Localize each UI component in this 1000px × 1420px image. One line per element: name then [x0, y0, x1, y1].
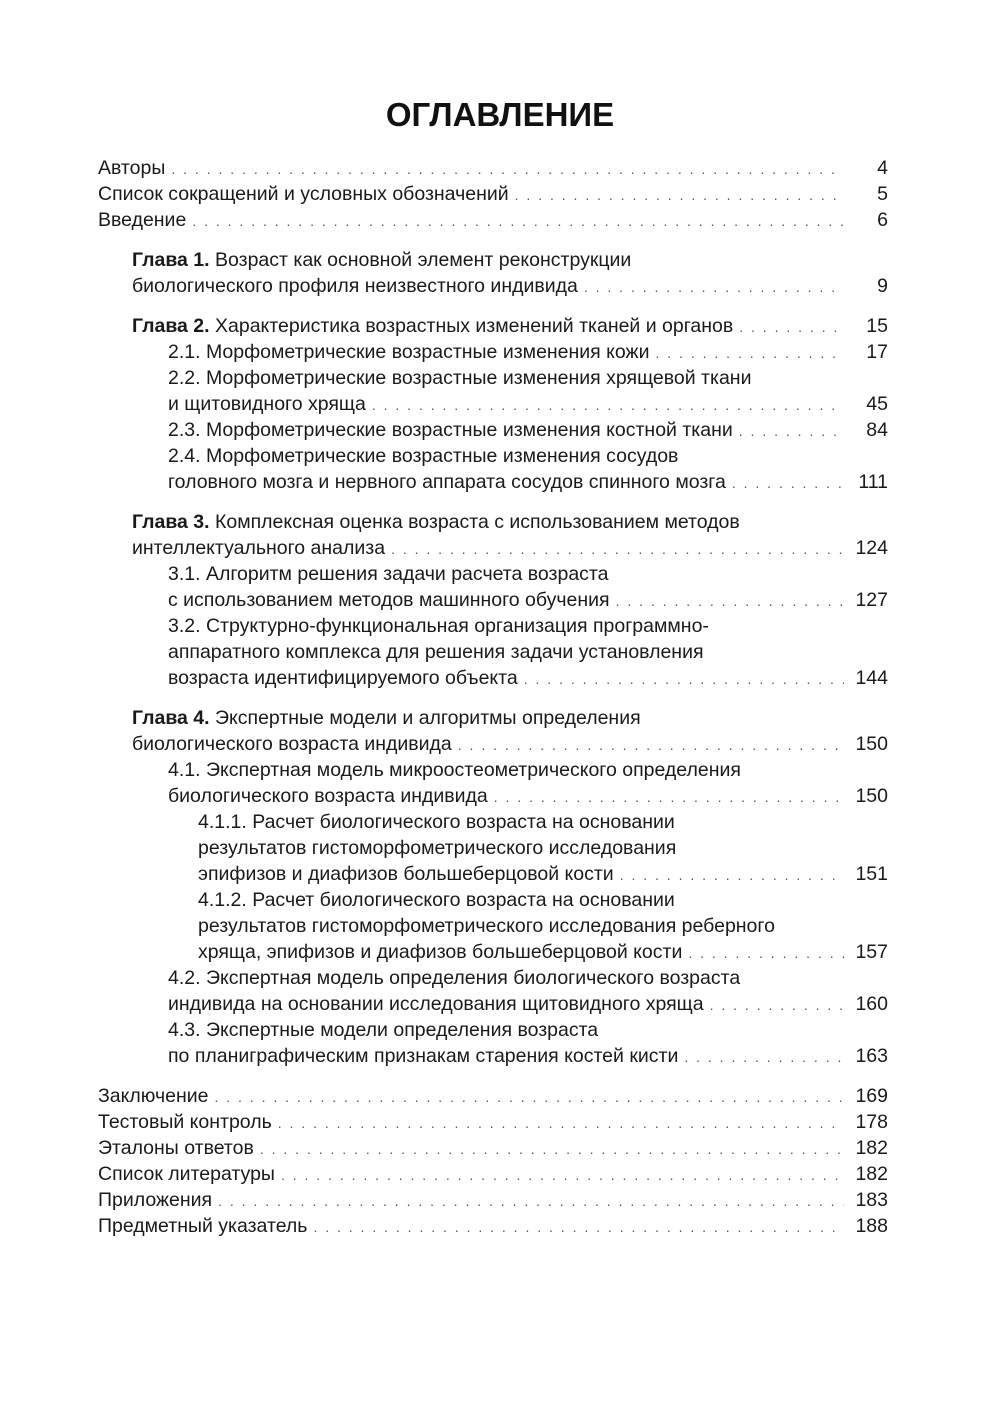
toc-chapter-3[interactable]: [98, 509, 888, 561]
toc-entry-abbreviations[interactable]: [98, 181, 888, 207]
toc-section-4-1[interactable]: [98, 757, 888, 809]
toc-entry-conclusion[interactable]: [98, 1083, 888, 1109]
toc-chapter-1[interactable]: [98, 247, 888, 299]
dot-leader: [616, 588, 844, 614]
toc-page-number: 169: [855, 1085, 888, 1107]
dot-leader: [458, 732, 844, 758]
section-title-cont: результатов гистоморфометрического исследования реберного: [198, 915, 775, 937]
chapter-title: Характеристика возрастных изменений тканей и органов: [215, 315, 734, 337]
toc-page-number: 6: [877, 209, 888, 231]
toc-page-number: 160: [855, 993, 888, 1015]
toc-chapter-4[interactable]: [98, 705, 888, 757]
toc-page-number: 127: [855, 589, 888, 611]
section-title-cont: с использованием методов машинного обучения: [168, 589, 610, 611]
toc-section-3-2[interactable]: [98, 613, 888, 691]
toc-section-2-1[interactable]: [98, 339, 888, 365]
chapter-title: Комплексная оценка возраста с использованием методов: [215, 511, 740, 533]
toc-page-number: 5: [877, 183, 888, 205]
toc-entry-text: Предметный указатель: [98, 1215, 308, 1237]
toc-page-number: 17: [866, 341, 888, 363]
toc-section-4-2[interactable]: [98, 965, 888, 1017]
section-title: 2.4. Морфометрические возрастные изменения сосудов: [168, 445, 679, 467]
toc-page-number: 163: [855, 1045, 888, 1067]
toc-page-number: 4: [877, 157, 888, 179]
dot-leader: [732, 470, 844, 496]
section-title-cont: хряща, эпифизов и диафизов большеберцовой кости: [198, 941, 683, 963]
dot-leader: [281, 1162, 844, 1188]
dot-leader: [688, 940, 844, 966]
dot-leader: [391, 536, 844, 562]
dot-leader: [739, 314, 844, 340]
dot-leader: [739, 418, 844, 444]
toc-entry-references[interactable]: [98, 1161, 888, 1187]
toc-entry-answer-keys[interactable]: [98, 1135, 888, 1161]
toc-page-number: 111: [858, 471, 888, 493]
section-title: 4.3. Экспертные модели определения возраста: [168, 1019, 599, 1041]
table-of-contents: [98, 155, 888, 1239]
toc-page-number: 157: [855, 941, 888, 963]
dot-leader: [214, 1084, 844, 1110]
dot-leader: [655, 340, 844, 366]
toc-page-number: 45: [866, 393, 888, 415]
dot-leader: [260, 1136, 844, 1162]
toc-entry-appendices[interactable]: [98, 1187, 888, 1213]
page-title: ОГЛАВЛЕНИЕ: [385, 96, 615, 133]
toc-page-number: 84: [866, 419, 888, 441]
toc-entry-text: Список литературы: [98, 1163, 275, 1185]
toc-page-number: 15: [866, 315, 888, 337]
section-title: 2.1. Морфометрические возрастные изменения кожи: [168, 341, 650, 363]
toc-entry-subject-index[interactable]: [98, 1213, 888, 1239]
chapter-title: Возраст как основной элемент реконструкции: [215, 249, 632, 271]
toc-page-number: 182: [855, 1137, 888, 1159]
toc-page-number: 178: [855, 1111, 888, 1133]
toc-entry-text: Эталоны ответов: [98, 1137, 254, 1159]
dot-leader: [620, 862, 844, 888]
toc-entry-text: Список сокращений и условных обозначений: [98, 183, 509, 205]
section-title-cont: результатов гистоморфометрического исследования: [198, 837, 677, 859]
chapter-title-cont: биологического профиля неизвестного индивида: [132, 275, 578, 297]
section-title: 4.1. Экспертная модель микроостеометрического определения: [168, 759, 741, 781]
section-title-cont: аппаратного комплекса для решения задачи установления: [168, 641, 704, 663]
section-title: 4.1.1. Расчет биологического возраста на основании: [198, 811, 675, 833]
chapter-title-cont: интеллектуального анализа: [132, 537, 386, 559]
toc-page-number: 150: [855, 785, 888, 807]
section-title-cont: головного мозга и нервного аппарата сосудов спинного мозга: [168, 471, 726, 493]
chapter-title-cont: биологического возраста индивида: [132, 733, 452, 755]
toc-section-2-4[interactable]: [98, 443, 888, 495]
section-title-cont: по планиграфическим признакам старения костей кисти: [168, 1045, 679, 1067]
toc-entry-text: Заключение: [98, 1085, 209, 1107]
dot-leader: [515, 182, 844, 208]
dot-leader: [494, 784, 844, 810]
section-title: 3.1. Алгоритм решения задачи расчета возраста: [168, 563, 609, 585]
toc-entry-text: Введение: [98, 209, 187, 231]
section-title: 4.2. Экспертная модель определения биологического возраста: [168, 967, 741, 989]
toc-section-4-1-1[interactable]: [98, 809, 888, 887]
toc-page-number: 182: [855, 1163, 888, 1185]
section-title-cont: возраста идентифицируемого объекта: [168, 667, 518, 689]
toc-section-2-2[interactable]: [98, 365, 888, 417]
toc-entry-authors[interactable]: [98, 155, 888, 181]
dot-leader: [372, 392, 844, 418]
toc-entry-introduction[interactable]: [98, 207, 888, 233]
chapter-label: Глава 2.: [132, 315, 210, 337]
section-title: 2.2. Морфометрические возрастные изменения хрящевой ткани: [168, 367, 752, 389]
dot-leader: [171, 156, 844, 182]
toc-page-number: 150: [855, 733, 888, 755]
toc-section-4-3[interactable]: [98, 1017, 888, 1069]
toc-page-number: 144: [855, 667, 888, 689]
section-title: 4.1.2. Расчет биологического возраста на основании: [198, 889, 675, 911]
toc-section-4-1-2[interactable]: [98, 887, 888, 965]
section-title: 2.3. Морфометрические возрастные изменения костной ткани: [168, 419, 733, 441]
dot-leader: [218, 1188, 844, 1214]
dot-leader: [584, 274, 844, 300]
toc-section-3-1[interactable]: [98, 561, 888, 613]
section-title: 3.2. Структурно-функциональная организация программно-: [168, 615, 709, 637]
dot-leader: [710, 992, 844, 1018]
dot-leader: [192, 208, 844, 234]
toc-page-number: 9: [877, 275, 888, 297]
section-title-cont: эпифизов и диафизов большеберцовой кости: [198, 863, 614, 885]
toc-page-number: 188: [855, 1215, 888, 1237]
chapter-label: Глава 3.: [132, 511, 210, 533]
chapter-label: Глава 1.: [132, 249, 210, 271]
dot-leader: [278, 1110, 844, 1136]
toc-entry-text: Тестовый контроль: [98, 1111, 272, 1133]
section-title-cont: индивида на основании исследования щитовидного хряща: [168, 993, 704, 1015]
chapter-label: Глава 4.: [132, 707, 210, 729]
toc-page-number: 151: [855, 863, 888, 885]
toc-page-number: 124: [855, 537, 888, 559]
toc-page-number: 183: [855, 1189, 888, 1211]
dot-leader: [524, 666, 844, 692]
toc-chapter-2[interactable]: [98, 313, 888, 339]
toc-entry-text: Авторы: [98, 157, 166, 179]
toc-section-2-3[interactable]: [98, 417, 888, 443]
toc-entry-test-control[interactable]: [98, 1109, 888, 1135]
section-title-cont: и щитовидного хряща: [168, 393, 366, 415]
chapter-title: Экспертные модели и алгоритмы определения: [215, 707, 641, 729]
toc-entry-text: Приложения: [98, 1189, 213, 1211]
dot-leader: [313, 1214, 844, 1240]
section-title-cont: биологического возраста индивида: [168, 785, 488, 807]
dot-leader: [684, 1044, 844, 1070]
